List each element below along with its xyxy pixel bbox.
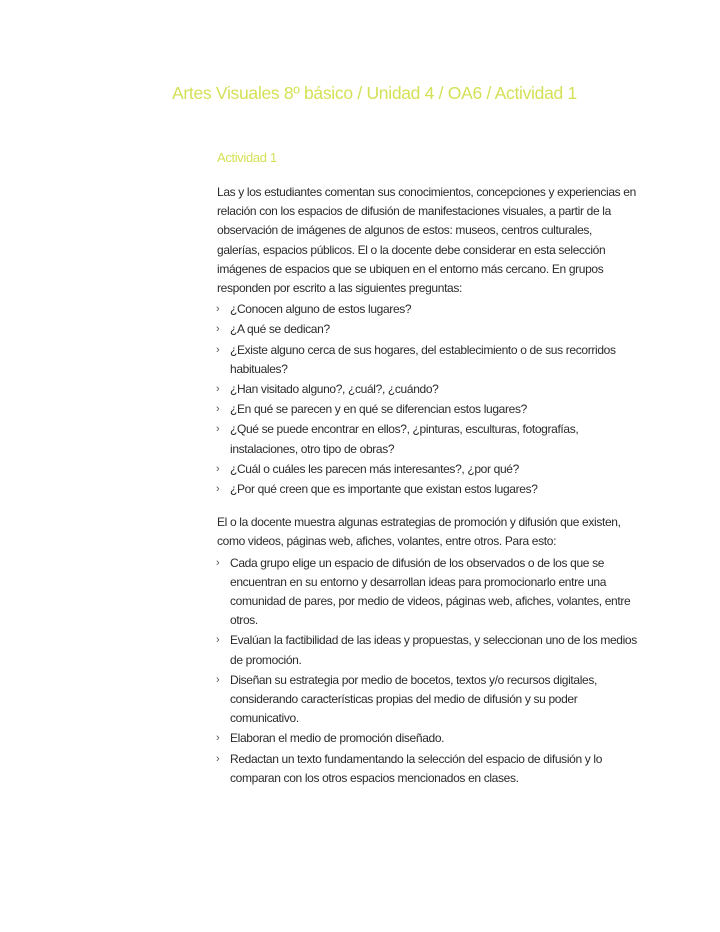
step-text: Redactan un texto fundamentando la selección del espacio de difusión y lo comparan con los otros espacios mencionados en clases.	[230, 751, 603, 785]
page-title: Artes Visuales 8º básico / Unidad 4 / OA6 / Actividad 1	[172, 83, 577, 103]
step-text: Elaboran el medio de promoción diseñado.	[230, 731, 445, 746]
chevron-right-icon: ›	[216, 423, 220, 436]
list-item	[217, 460, 637, 479]
chevron-right-icon: ›	[216, 383, 220, 396]
step-text: Cada grupo elige un espacio de difusión de los observados o de los que se encuentran en su entorno y desarrollan ideas para promocionarlo entre una comunidad de pares, por medio de videos, páginas web, afiches, volantes, entre otros.	[230, 555, 631, 628]
chevron-right-icon: ›	[216, 483, 220, 496]
list-item	[217, 320, 637, 339]
questions-list	[217, 300, 637, 499]
list-item	[217, 671, 637, 729]
chevron-right-icon: ›	[216, 634, 220, 647]
chevron-right-icon: ›	[216, 556, 220, 569]
chevron-right-icon: ›	[216, 403, 220, 416]
list-item	[217, 729, 637, 748]
chevron-right-icon: ›	[216, 732, 220, 745]
step-text: Diseñan su estrategia por medio de bocetos, textos y/o recursos digitales, considerando características propias del medio de difusión y su poder comunicativo.	[230, 672, 597, 726]
list-item	[217, 420, 637, 458]
chevron-right-icon: ›	[216, 752, 220, 765]
list-item	[217, 480, 637, 499]
activity-content	[217, 150, 637, 789]
list-item	[217, 554, 637, 631]
chevron-right-icon: ›	[216, 323, 220, 336]
list-item	[217, 380, 637, 399]
list-item	[217, 400, 637, 419]
strategies-intro-paragraph: El o la docente muestra algunas estrategias de promoción y difusión que existen, como videos, páginas web, afiches, volantes, entre otros. Para esto:	[217, 515, 621, 549]
activity-intro-paragraph: Las y los estudiantes comentan sus conocimientos, concepciones y experiencias en relación con los espacios de difusión de manifestaciones visuales, a partir de la observación de imágenes de algunos de estos: museos, centros culturales, galerías, espacios públicos. El o la docente debe considerar en esta selección imágenes de espacios que se ubiquen en el entorno más cercano. En grupos responden por escrito a las siguientes preguntas:	[217, 185, 636, 296]
question-text: ¿Qué se puede encontrar en ellos?, ¿pinturas, esculturas, fotografías, instalaciones, otro tipo de obras?	[230, 422, 579, 456]
list-item	[217, 750, 637, 788]
question-text: ¿Conocen alguno de estos lugares?	[230, 302, 412, 317]
chevron-right-icon: ›	[216, 673, 220, 686]
activity-title: Actividad 1	[217, 150, 277, 165]
chevron-right-icon: ›	[216, 303, 220, 316]
question-text: ¿A qué se dedican?	[230, 322, 330, 337]
chevron-right-icon: ›	[216, 462, 220, 475]
question-text: ¿Cuál o cuáles les parecen más interesantes?, ¿por qué?	[230, 461, 519, 476]
list-item	[217, 631, 637, 669]
question-text: ¿En qué se parecen y en qué se diferencian estos lugares?	[230, 402, 527, 417]
question-text: ¿Existe alguno cerca de sus hogares, del establecimiento o de sus recorridos habituales?	[230, 342, 616, 376]
list-item	[217, 341, 637, 379]
question-text: ¿Por qué creen que es importante que existan estos lugares?	[230, 482, 538, 497]
step-text: Evalúan la factibilidad de las ideas y propuestas, y seleccionan uno de los medios de promoción.	[230, 633, 637, 667]
question-text: ¿Han visitado alguno?, ¿cuál?, ¿cuándo?	[230, 382, 439, 397]
list-item	[217, 300, 637, 319]
chevron-right-icon: ›	[216, 343, 220, 356]
steps-list	[217, 554, 637, 788]
